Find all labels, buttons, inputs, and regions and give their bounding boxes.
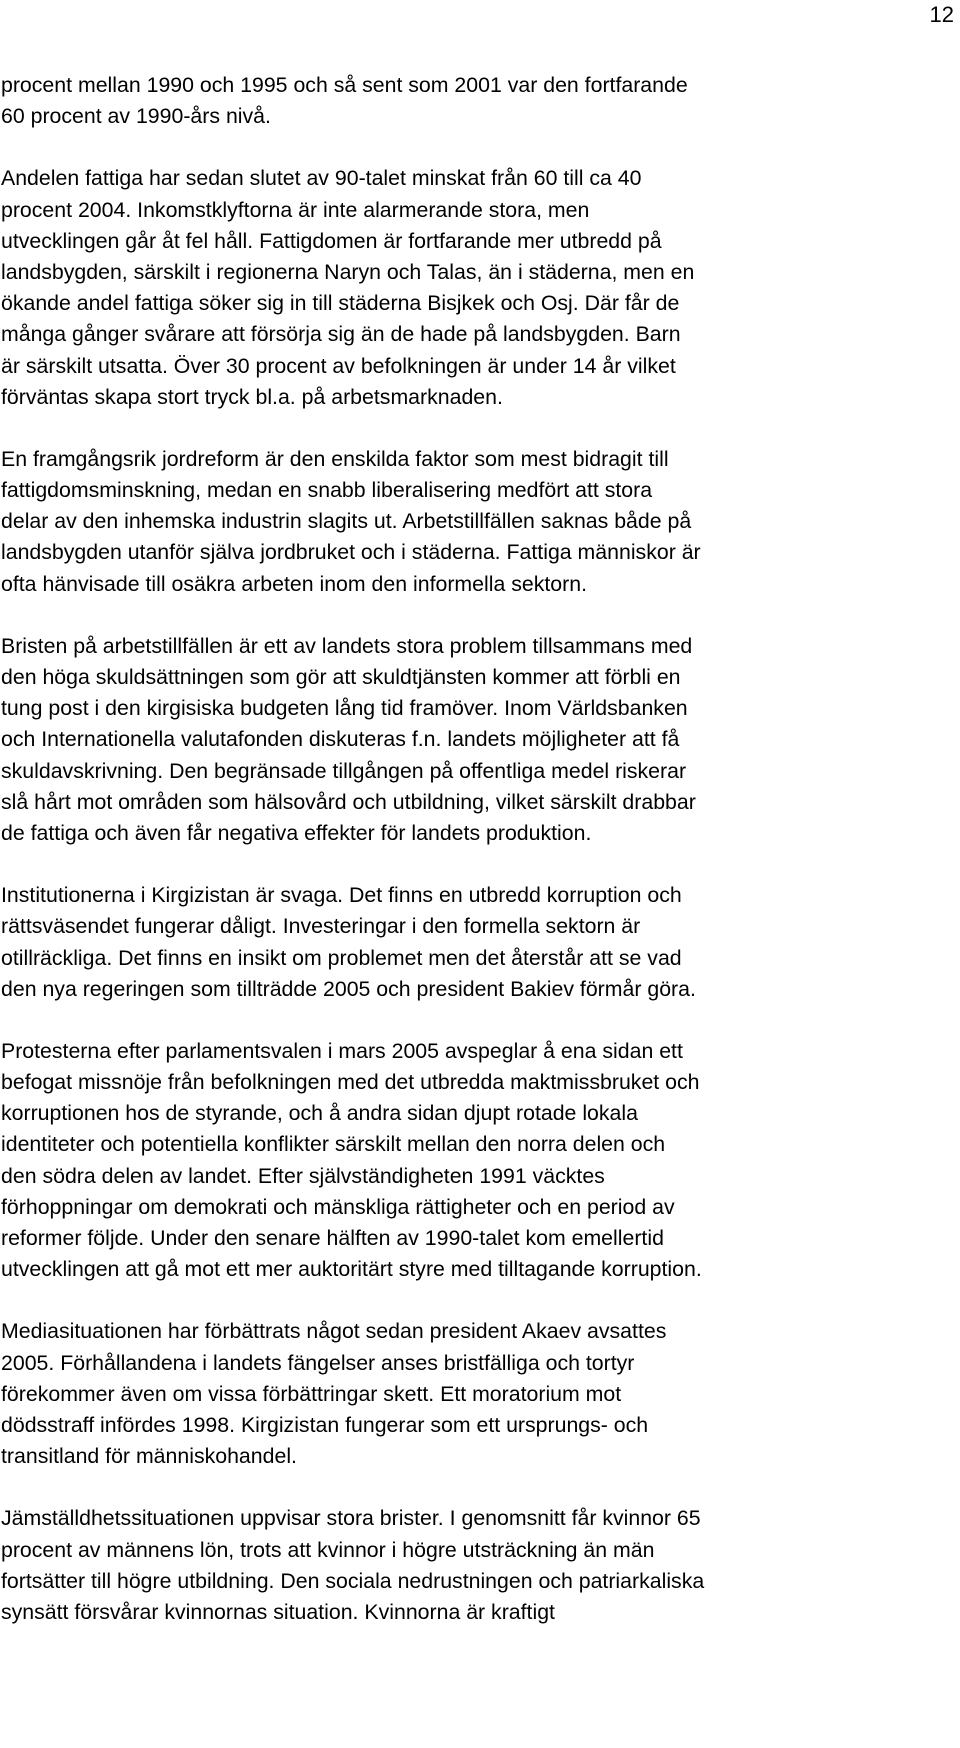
text-line: den höga skuldsättningen som gör att skuldtjänsten kommer att förbli en (1, 665, 681, 689)
text-line: procent mellan 1990 och 1995 och så sent som 2001 var den fortfarande (1, 73, 688, 97)
text-line: de fattiga och även får negativa effekter för landets produktion. (1, 820, 592, 845)
text-line: Institutionerna i Kirgizistan är svaga. Det finns en utbredd korruption och (1, 883, 682, 908)
text-line: synsätt försvårar kvinnornas situation. Kvinnorna är kraftigt (1, 1599, 555, 1624)
text-line: förväntas skapa stort tryck bl.a. på arbetsmarknaden. (1, 384, 503, 409)
text-line: förhoppningar om demokrati och mänskliga rättigheter och en period av (1, 1194, 675, 1219)
text-line: många gånger svårare att försörja sig än de hade på landsbygden. Barn (1, 322, 681, 347)
text-line: En framgångsrik jordreform är den enskilda faktor som mest bidragit till (1, 446, 669, 471)
text-line: skuldavskrivning. Den begränsade tillgången på offentliga medel riskerar (1, 758, 687, 783)
text-line: Jämställdhetssituationen uppvisar stora brister. I genomsnitt får kvinnor 65 (1, 1506, 701, 1531)
text-line: rättsväsendet fungerar dåligt. Investeringar i den formella sektorn är (1, 914, 641, 939)
text-line: dödsstraff infördes 1998. Kirgizistan fungerar som ett ursprungs- och (1, 1412, 649, 1437)
text-line: förekommer även om vissa förbättringar skett. Ett moratorium mot (1, 1381, 622, 1406)
text-line: och Internationella valutafonden diskuteras f.n. landets möjligheter att få (1, 727, 680, 752)
text-line: korruptionen hos de styrande, och å andra sidan djupt rotade lokala (1, 1101, 638, 1126)
text-line: reformer följde. Under den senare hälften av 1990-talet kom emellertid (1, 1226, 664, 1250)
text-line: Andelen fattiga har sedan slutet av 90-talet minskat från 60 till ca 40 (1, 166, 642, 191)
text-line: 60 procent av 1990-års nivå. (1, 104, 271, 129)
text-line: den södra delen av landet. Efter självständigheten 1991 väcktes (1, 1163, 605, 1188)
text-line: fortsätter till högre utbildning. Den sociala nedrustningen och patriarkaliska (1, 1568, 705, 1593)
text-line: Protesterna efter parlamentsvalen i mars 2005 avspeglar å ena sidan ett (1, 1038, 683, 1063)
paragraph (1, 1316, 959, 1472)
paragraph (1, 1503, 959, 1628)
paragraph (1, 880, 959, 1005)
paragraph (1, 631, 959, 849)
document-body (1, 70, 959, 1659)
text-line: procent av männens lön, trots att kvinnor i högre utsträckning än män (1, 1537, 655, 1562)
paragraph (1, 163, 959, 413)
text-line: landsbygden utanför själva jordbruket och i städerna. Fattiga människor är (1, 540, 701, 565)
text-line: landsbygden, särskilt i regionerna Naryn och Talas, än i städerna, men en (1, 259, 695, 284)
text-line: utvecklingen att gå mot ett mer auktoritärt styre med tilltagande korruption. (1, 1257, 702, 1282)
text-line: är särskilt utsatta. Över 30 procent av befolkningen är under 14 år vilket (1, 353, 676, 378)
text-line: otillräckliga. Det finns en insikt om problemet men det återstår att se vad (1, 945, 682, 970)
text-line: tung post i den kirgisiska budgeten lång tid framöver. Inom Världsbanken (1, 696, 688, 721)
page-number: 12 (929, 2, 954, 27)
text-line: Mediasituationen har förbättrats något sedan president Akaev avsattes (1, 1319, 667, 1344)
text-line: Bristen på arbetstillfällen är ett av landets stora problem tillsammans med (1, 633, 693, 658)
text-line: befogat missnöje från befolkningen med det utbredda maktmissbruket och (1, 1070, 700, 1095)
text-line: identiteter och potentiella konflikter särskilt mellan den norra delen och (1, 1132, 666, 1157)
text-line: delar av den inhemska industrin slagits ut. Arbetstillfällen saknas både på (1, 509, 692, 534)
paragraph (1, 70, 959, 132)
text-line: utvecklingen går åt fel håll. Fattigdomen är fortfarande mer utbredd på (1, 228, 662, 253)
text-line: transitland för människohandel. (1, 1444, 297, 1469)
text-line: fattigdomsminskning, medan en snabb liberalisering medfört att stora (1, 478, 653, 503)
text-line: 2005. Förhållandena i landets fängelser anses bristfälliga och tortyr (1, 1350, 635, 1375)
paragraph (1, 444, 959, 600)
text-line: ökande andel fattiga söker sig in till städerna Bisjkek och Osj. Där får de (1, 291, 680, 316)
text-line: slå hårt mot områden som hälsovård och utbildning, vilket särskilt drabbar (1, 789, 696, 814)
text-line: den nya regeringen som tillträdde 2005 och president Bakiev förmår göra. (1, 976, 696, 1001)
text-line: procent 2004. Inkomstklyftorna är inte alarmerande stora, men (1, 197, 590, 222)
paragraph (1, 1036, 959, 1286)
text-line: ofta hänvisade till osäkra arbeten inom den informella sektorn. (1, 571, 587, 596)
